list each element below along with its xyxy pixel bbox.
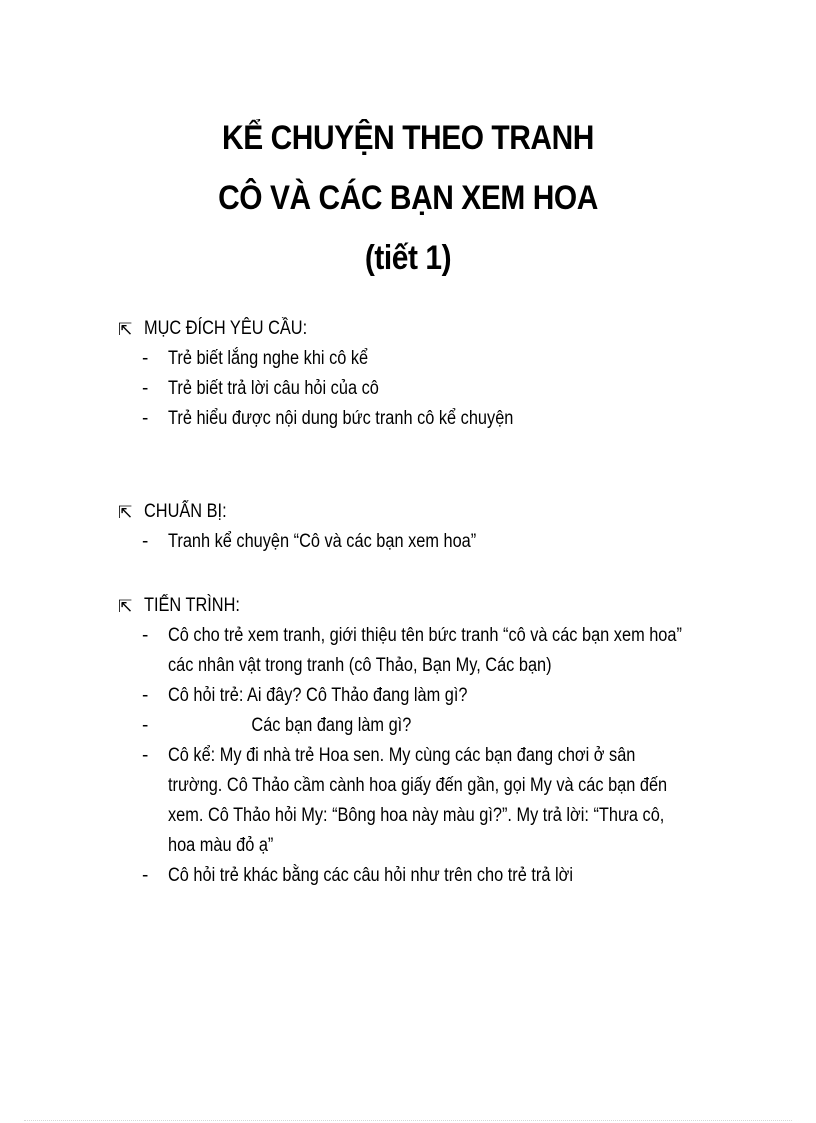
title-line-3: (tiết 1) xyxy=(364,239,452,277)
dash-bullet: - xyxy=(142,531,149,552)
section-heading xyxy=(118,591,758,621)
arrow-up-left-icon: ⇱ xyxy=(118,596,133,616)
section-procedure xyxy=(118,591,758,891)
section-heading-text: CHUẨN BỊ: xyxy=(144,501,227,522)
list-item xyxy=(118,681,758,711)
list-item-text: Tranh kể chuyện “Cô và các bạn xem hoa” xyxy=(168,531,477,552)
list-item xyxy=(118,404,758,434)
list-item xyxy=(118,527,758,557)
title-line-2: CÔ VÀ CÁC BẠN XEM HOA xyxy=(218,179,598,217)
list-item-text-line: Cô cho trẻ xem tranh, giới thiệu tên bức tranh “cô và các bạn xem hoa” xyxy=(168,625,682,646)
dash-bullet: - xyxy=(142,715,149,736)
dash-bullet: - xyxy=(142,685,149,706)
dash-bullet: - xyxy=(142,378,149,399)
section-objectives xyxy=(118,314,758,434)
page-bottom-divider xyxy=(24,1120,792,1121)
section-heading xyxy=(118,497,758,527)
section-heading xyxy=(118,314,758,344)
list-item-text: Trẻ biết trả lời câu hỏi của cô xyxy=(168,378,379,399)
list-item-text: Trẻ biết lắng nghe khi cô kể xyxy=(168,348,369,369)
title-line-1: KỂ CHUYỆN THEO TRANH xyxy=(222,119,594,157)
dash-bullet: - xyxy=(142,625,149,646)
list-item-text-line: xem. Cô Thảo hỏi My: “Bông hoa này màu gì?”. My trả lời: “Thưa cô, xyxy=(168,805,665,826)
list-item xyxy=(118,621,758,681)
arrow-up-left-icon: ⇱ xyxy=(118,502,133,522)
preparation-list xyxy=(118,527,758,557)
dash-bullet: - xyxy=(142,408,149,429)
list-item-text-line: các nhân vật trong tranh (cô Thảo, Bạn My, Các bạn) xyxy=(168,655,552,676)
section-heading-text: TIẾN TRÌNH: xyxy=(144,595,240,616)
list-item xyxy=(118,741,758,861)
list-item-text: Trẻ hiểu được nội dung bức tranh cô kể chuyện xyxy=(168,408,514,429)
list-item xyxy=(118,374,758,404)
list-item-text-line: Cô hỏi trẻ khác bằng các câu hỏi như trên cho trẻ trả lời xyxy=(168,865,573,886)
list-item xyxy=(118,344,758,374)
dash-bullet: - xyxy=(142,348,149,369)
section-preparation xyxy=(118,497,758,557)
list-item-text-line: hoa màu đỏ ạ” xyxy=(168,835,274,856)
dash-bullet: - xyxy=(142,865,149,886)
list-item-text-line: Cô kể: My đi nhà trẻ Hoa sen. My cùng các bạn đang chơi ở sân xyxy=(168,745,636,766)
section-heading-text: MỤC ĐÍCH YÊU CẦU: xyxy=(144,318,308,339)
title-block xyxy=(0,108,816,288)
list-item-text-line: Các bạn đang làm gì? xyxy=(251,715,412,736)
list-item-text-line: trường. Cô Thảo cầm cành hoa giấy đến gần, gọi My và các bạn đến xyxy=(168,775,668,796)
list-item xyxy=(118,711,758,741)
objectives-list xyxy=(118,344,758,434)
arrow-up-left-icon: ⇱ xyxy=(118,319,133,339)
list-item xyxy=(118,861,758,891)
procedure-list xyxy=(118,621,758,891)
dash-bullet: - xyxy=(142,745,149,766)
list-item-text-line: Cô hỏi trẻ: Ai đây? Cô Thảo đang làm gì? xyxy=(168,685,468,706)
